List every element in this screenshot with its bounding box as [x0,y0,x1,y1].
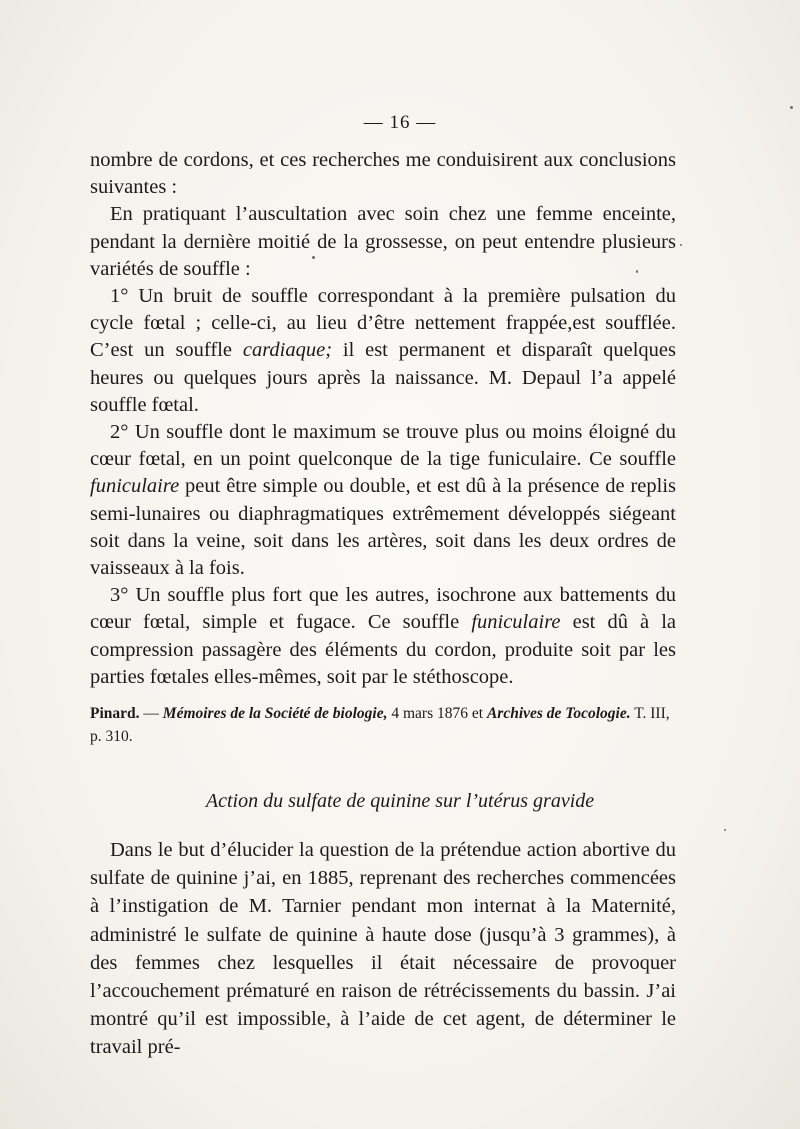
paragraph-item-3 [90,582,676,691]
scan-speck [790,106,793,109]
paragraph-auscultation: En pratiquant l’auscultation avec soin chez une femme enceinte, pendant la dernière moitié de la grossesse, on peut entendre plusieurs variétés de souffle : [90,203,676,280]
section-heading: Action du sulfate de quinine sur l’utérus gravide [205,790,595,812]
bibliographic-note [90,702,678,748]
note-date: 4 mars 1876 et [387,705,487,722]
item-1-text-b: il est permanent et disparaît quelques heures ou quelques jours après la naissance. M. Depaul l’a appelé souffle fœtal. [90,339,676,416]
main-text [90,147,676,691]
section-body [90,836,676,1062]
page-number: — 16 — [363,112,437,133]
paragraph-intro: nombre de cordons, et ces recherches me conduisirent aux conclusions suivantes : [90,149,676,199]
scan-speck [724,829,726,831]
section-paragraph: Dans le but d’élucider la question de la prétendue action abortive du sulfate de quinine j’ai, en 1885, reprenant des recherches commencées à l’instigation de M. Tarnier pendant mon internat à la Maternité, administré le sulfate de quinine à haute dose (jusqu’à 3 grammes), à des femmes chez lesquelles il était nécessaire de provoquer l’accouchement prématuré en raison de rétrécissements du bassin. J’ai montré qu’il est impossible, à l’aide de cet agent, de déterminer le travail pré- [90,839,676,1059]
note-reference: T. III, p. 310. [90,705,670,745]
note-title-1: Mémoires de la Société de biologie, [162,705,388,722]
paragraph-item-1 [90,283,676,419]
item-1-text-a: 1° Un bruit de souffle correspondant à la première pulsation du cycle fœtal ; celle-ci, au lieu d’être nettement frappée,est soufflée. C’est un souffle [90,285,676,362]
item-2-text-a: 2° Un souffle dont le maximum se trouve plus ou moins éloigné du cœur fœtal, en un point quelconque de la tige funiculaire. Ce souffle [90,421,676,471]
item-3-emphasis: funiculaire [471,611,561,634]
paragraph-item-2 [90,419,676,582]
item-2-text-b: peut être simple ou double, et est dû à la présence de replis semi-lunaires ou diaphragmatiques extrêmement développés siégeant soit dans la veine, soit dans les artères, soit dans les deux ordres de vaisseaux à la fois. [90,475,676,580]
item-3-text-b: est dû à la compression passagère des éléments du cordon, produite soit par les parties fœtales elles-mêmes, soit par le stéthoscope. [90,611,676,688]
item-1-emphasis: cardiaque; [242,339,333,362]
item-3-text-a: 3° Un souffle plus fort que les autres, isochrone aux battements du cœur fœtal, simple et fugace. Ce souffle [90,584,676,634]
scan-speck [680,244,682,246]
scan-speck [312,256,315,259]
note-title-2: Archives de Tocologie. [486,705,631,722]
note-dash: — [139,705,163,722]
item-2-emphasis: funiculaire [90,475,180,498]
scan-speck [636,270,638,273]
note-author: Pinard. [90,705,140,722]
